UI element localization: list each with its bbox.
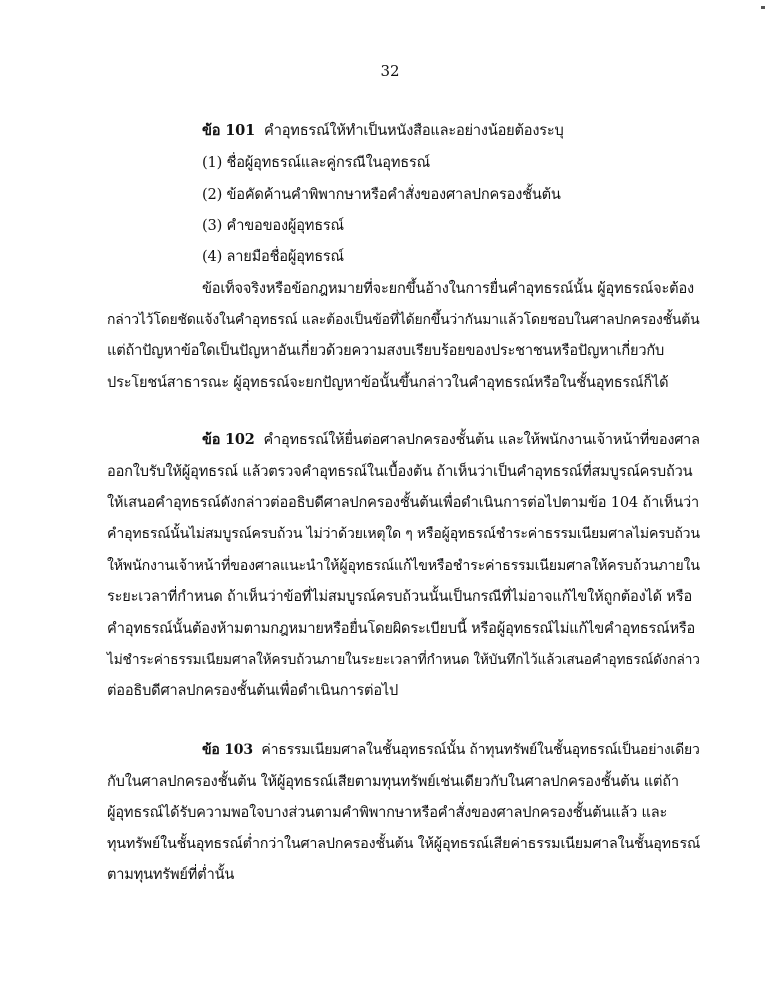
article-102-heading <box>202 430 700 450</box>
article-102-label: ข้อ 102 <box>202 431 255 448</box>
article-102-line: ระยะเวลาที่กำหนด ถ้าเห็นว่าข้อที่ไม่สมบูรณ์ครบถ้วนนั้นเป็นกรณีที่ไม่อาจแก้ไขให้ถูกต้องได้ หรือ <box>107 588 693 605</box>
article-103-line: ตามทุนทรัพย์ที่ต่ำนั้น <box>107 866 235 883</box>
article-101-paragraph-line: ข้อเท็จจริงหรือข้อกฎหมายที่จะยกขึ้นอ้างในการยื่นคำอุทธรณ์นั้น ผู้อุทธรณ์จะต้อง <box>202 280 694 297</box>
article-103-line: ผู้อุทธรณ์ได้รับความพอใจบางส่วนตามคำพิพากษาหรือคำสั่งของศาลปกครองชั้นต้นแล้ว และ <box>107 804 668 821</box>
article-102-first-line: คำอุทธรณ์ให้ยื่นต่อศาลปกครองชั้นต้น และให้พนักงานเจ้าหน้าที่ของศาล <box>263 432 700 448</box>
article-101-item-1: (1) ชื่อผู้อุทธรณ์และคู่กรณีในอุทธรณ์ <box>202 154 430 171</box>
article-101-item-4: (4) ลายมือชื่อผู้อุทธรณ์ <box>202 248 344 265</box>
article-102-line: คำอุทธรณ์นั้นไม่สมบูรณ์ครบถ้วน ไม่ว่าด้วยเหตุใด ๆ หรือผู้อุทธรณ์ชำระค่าธรรมเนียมศาลไม่ครบถ้วน <box>107 526 700 542</box>
article-101-paragraph-line: ประโยชน์สาธารณะ ผู้อุทธรณ์จะยกปัญหาข้อนั้นขึ้นกล่าวในคำอุทธรณ์หรือในชั้นอุทธรณ์ก็ได้ <box>107 374 669 391</box>
article-101-paragraph-line: กล่าวไว้โดยชัดแจ้งในคำอุทธรณ์ และต้องเป็นข้อที่ได้ยกขึ้นว่ากันมาแล้วโดยชอบในศาลปกครองชั้นต้น <box>107 312 700 328</box>
article-103-label: ข้อ 103 <box>202 742 253 758</box>
article-103-first-line: ค่าธรรมเนียมศาลในชั้นอุทธรณ์นั้น ถ้าทุนทรัพย์ในชั้นอุทธรณ์เป็นอย่างเดียว <box>261 742 700 758</box>
article-101-intro: คำอุทธรณ์ให้ทำเป็นหนังสือและอย่างน้อยต้องระบุ <box>263 122 564 139</box>
page-number: 32 <box>380 62 400 80</box>
article-103-line: กับในศาลปกครองชั้นต้น ให้ผู้อุทธรณ์เสียตามทุนทรัพย์เช่นเดียวกับในศาลปกครองชั้นต้น แต่ถ้า <box>107 773 679 790</box>
article-101-item-3: (3) คำขอของผู้อุทธรณ์ <box>202 217 344 234</box>
article-102-line: ให้พนักงานเจ้าหน้าที่ของศาลแนะนำให้ผู้อุทธรณ์แก้ไขหรือชำระค่าธรรมเนียมศาลให้ครบถ้วนภายใน <box>107 558 700 574</box>
article-102-line: ให้เสนอคำอุทธรณ์ดังกล่าวต่ออธิบดีศาลปกครองชั้นต้นเพื่อดำเนินการต่อไปตามข้อ 104 ถ้าเห็นว่า <box>107 494 700 511</box>
scan-mark <box>761 6 765 9</box>
article-102-line: ต่ออธิบดีศาลปกครองชั้นต้นเพื่อดำเนินการต่อไป <box>107 682 399 699</box>
article-101-label: ข้อ 101 <box>202 122 256 139</box>
article-101-item-2: (2) ข้อคัดค้านคำพิพากษาหรือคำสั่งของศาลปกครองชั้นต้น <box>202 186 561 203</box>
article-102-line: ออกใบรับให้ผู้อุทธรณ์ แล้วตรวจคำอุทธรณ์ในเบื้องต้น ถ้าเห็นว่าเป็นคำอุทธรณ์ที่สมบูรณ์ครบถ้วน <box>107 463 693 480</box>
article-101-heading <box>202 121 564 141</box>
article-102-line: คำอุทธรณ์นั้นต้องห้ามตามกฎหมายหรือยื่นโดยผิดระเบียบนี้ หรือผู้อุทธรณ์ไม่แก้ไขคำอุทธรณ์หรือ <box>107 620 696 637</box>
article-103-heading <box>202 740 700 760</box>
article-101-paragraph-line: แต่ถ้าปัญหาข้อใดเป็นปัญหาอันเกี่ยวด้วยความสงบเรียบร้อยของประชาชนหรือปัญหาเกี่ยวกับ <box>107 342 665 359</box>
article-102-line: ไม่ชำระค่าธรรมเนียมศาลให้ครบถ้วนภายในระยะเวลาที่กำหนด ให้บันทึกไว้แล้วเสนอคำอุทธรณ์ดังกล่าว <box>107 652 700 668</box>
article-103-line: ทุนทรัพย์ในชั้นอุทธรณ์ต่ำกว่าในศาลปกครองชั้นต้น ให้ผู้อุทธรณ์เสียค่าธรรมเนียมศาลในชั้นอุทธรณ์ <box>107 836 701 852</box>
